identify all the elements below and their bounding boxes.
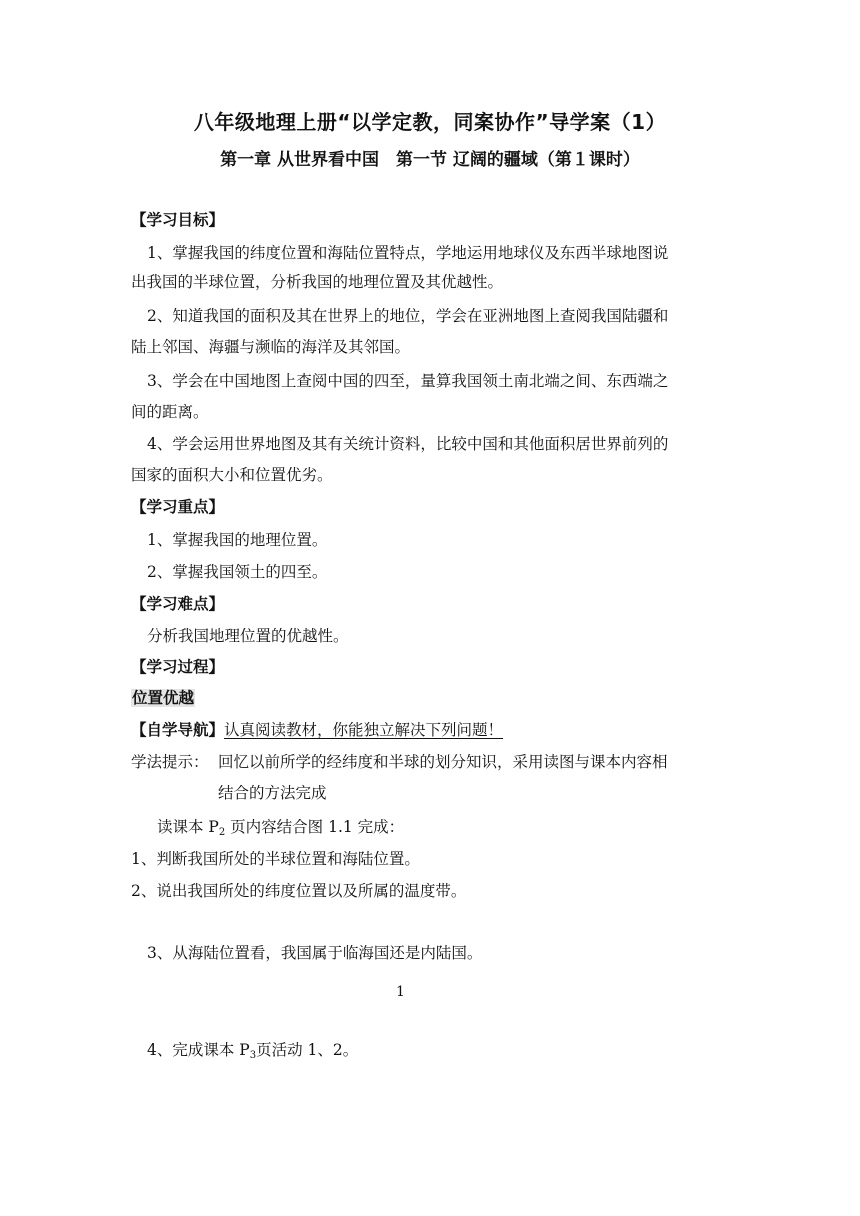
self-study-nav-label: 【自学导航】 [131, 721, 225, 739]
self-study-nav-text: 认真阅读教材，你能独立解决下列问题！ [224, 721, 504, 739]
reading-page-subscript: 2 [218, 827, 226, 838]
difficulty-text: 分析我国地理位置的优越性。 [147, 627, 349, 645]
difficulties-heading: 【学习难点】 [131, 595, 225, 613]
objective-1-line-2: 出我国的半球位置，分析我国的地理位置及其优越性。 [131, 273, 504, 291]
method-tip-label: 学法提示： [131, 753, 209, 771]
question-3: 3、从海陆位置看，我国属于临海国还是内陆国。 [147, 944, 483, 962]
page-number: 1 [396, 984, 405, 1000]
method-tip-line-1: 回忆以前所学的经纬度和半球的划分知识，采用读图与课本内容相 [218, 753, 668, 771]
page-title: 八年级地理上册“以学定教，同案协作”导学案（1） [193, 110, 667, 134]
method-tip-line-2: 结合的方法完成 [218, 784, 327, 802]
section-title-text: 位置优越 [132, 689, 195, 707]
question-4-suffix: 页活动 1、2。 [256, 1041, 359, 1059]
objective-2-line-2: 陆上邻国、海疆与濒临的海洋及其邻国。 [131, 338, 411, 356]
key-point-1: 1、掌握我国的地理位置。 [147, 531, 328, 549]
question-4 [147, 1038, 358, 1061]
key-points-heading: 【学习重点】 [131, 498, 225, 516]
question-2: 2、说出我国所处的纬度位置以及所属的温度带。 [131, 882, 467, 900]
question-4-prefix: 4、完成课本 P [147, 1041, 250, 1059]
self-study-nav [131, 718, 503, 740]
objective-2-line-1: 2、知道我国的面积及其在世界上的地位，学会在亚洲地图上查阅我国陆疆和 [147, 307, 669, 325]
question-4-page-subscript: 3 [249, 1050, 257, 1061]
objective-1-line-1: 1、掌握我国的纬度位置和海陆位置特点，学地运用地球仪及东西半球地图说 [147, 244, 669, 262]
reading-instruction [157, 815, 404, 838]
reading-instruction-prefix: 读课本 P [157, 818, 219, 836]
reading-instruction-suffix: 页内容结合图 1.1 完成： [225, 818, 405, 836]
page-subtitle: 第一章 从世界看中国 第一节 辽阔的疆域（第１课时） [220, 150, 640, 170]
objective-4-line-1: 4、学会运用世界地图及其有关统计资料，比较中国和其他面积居世界前列的 [147, 435, 669, 453]
objective-3-line-2: 间的距离。 [131, 403, 209, 421]
objective-4-line-2: 国家的面积大小和位置优劣。 [131, 466, 333, 484]
section-title [131, 686, 195, 708]
objectives-heading: 【学习目标】 [131, 211, 225, 229]
question-1: 1、判断我国所处的半球位置和海陆位置。 [131, 850, 420, 868]
key-point-2: 2、掌握我国领土的四至。 [147, 563, 328, 581]
objective-3-line-1: 3、学会在中国地图上查阅中国的四至，量算我国领土南北端之间、东西端之 [147, 372, 669, 390]
process-heading: 【学习过程】 [131, 658, 225, 676]
